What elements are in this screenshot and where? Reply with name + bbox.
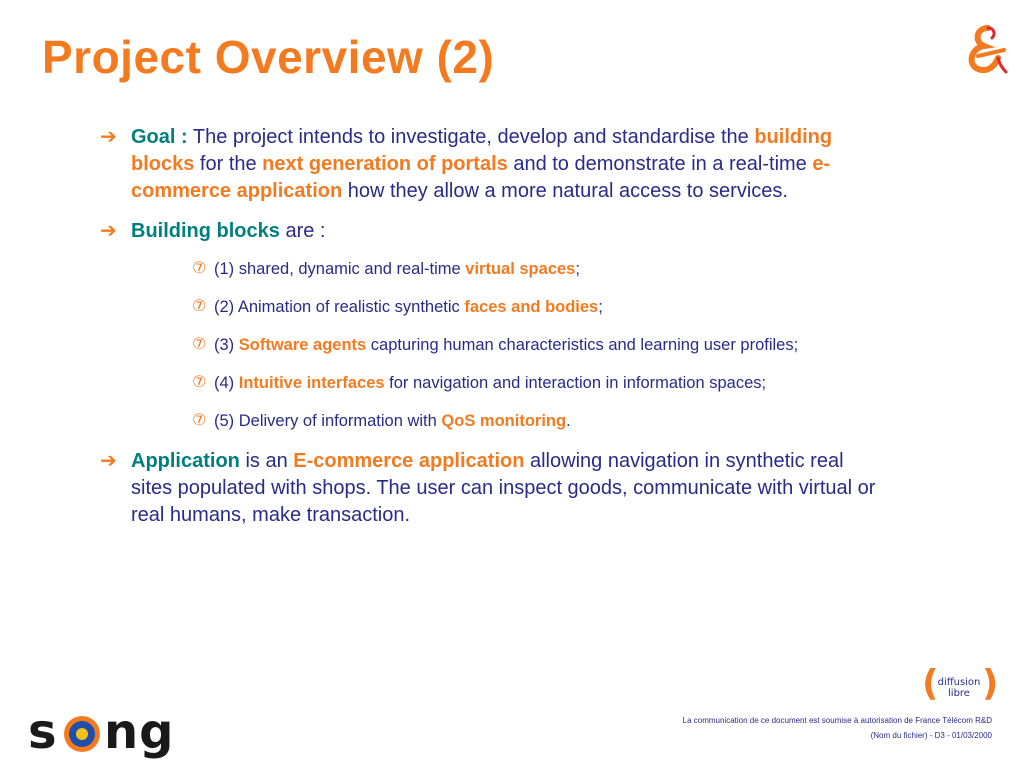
sub-text-1: (5) Delivery of information with [214, 412, 442, 430]
numbered-circle-icon: ⑦ [192, 412, 207, 429]
right-paren: ) [982, 663, 999, 704]
sub-text-1: (4) [214, 374, 239, 392]
slide-title: Project Overview (2) [42, 31, 495, 83]
sub-bullet [192, 296, 880, 318]
numbered-circle-icon: ⑦ [192, 336, 207, 353]
sub-text-2: for navigation and interaction in information spaces; [384, 374, 767, 392]
bullet-application [100, 448, 880, 529]
goal-highlight-2: next generation of portals [262, 153, 508, 175]
sub-text-2: . [566, 412, 571, 430]
sub-highlight: QoS monitoring [441, 412, 567, 430]
badge-line-2: libre [948, 688, 970, 699]
sub-text-2: ; [598, 298, 603, 316]
bullet-building-blocks [100, 218, 880, 245]
sub-bullet [192, 410, 880, 432]
goal-label: Goal : [131, 126, 188, 148]
arrow-right-icon: ➔ [100, 450, 117, 472]
goal-highlight-1: building blocks [131, 126, 833, 175]
sub-bullet [192, 334, 880, 356]
footer-line-2: (Nom du fichier) - D3 - 01/03/2000 [870, 731, 992, 740]
left-paren: ( [922, 663, 939, 704]
sub-highlight: faces and bodies [464, 298, 599, 316]
sub-highlight: virtual spaces [465, 260, 576, 278]
numbered-circle-icon: ⑦ [192, 374, 207, 391]
goal-text-3: and to demonstrate in a real-time [507, 153, 813, 175]
target-icon [64, 716, 100, 752]
goal-text-4: how they allow a more natural access to services. [342, 180, 788, 202]
song-ng: ng [104, 704, 175, 760]
badge-text [936, 677, 982, 699]
sub-bullet [192, 372, 880, 394]
bullet-goal [100, 124, 880, 205]
slide-content [100, 124, 880, 529]
goal-text-2: for the [194, 153, 263, 175]
sub-highlight: Intuitive interfaces [238, 374, 385, 392]
blocks-label: Building blocks [131, 220, 280, 242]
app-highlight: E-commerce application [293, 450, 525, 472]
france-telecom-logo [958, 20, 1008, 78]
sub-text-1: (1) shared, dynamic and real-time [214, 260, 466, 278]
sub-text-2: ; [575, 260, 580, 278]
blocks-text-1: are : [279, 220, 326, 242]
app-text-2: allowing navigation in synthetic real sites populated with shops. The user can inspect goods, communicate with virtual or real humans, make transaction. [131, 450, 876, 526]
sub-text-1: (2) Animation of realistic synthetic [214, 298, 465, 316]
sub-highlight: Software agents [238, 336, 367, 354]
song-s: s [28, 704, 58, 760]
sub-text-2: capturing human characteristics and learning user profiles; [366, 336, 799, 354]
sub-text-1: (3) [214, 336, 239, 354]
numbered-circle-icon: ⑦ [192, 298, 207, 315]
badge-line-1: diffusion [937, 677, 981, 688]
app-text-1: is an [239, 450, 294, 472]
arrow-right-icon: ➔ [100, 126, 117, 148]
sub-bullet [192, 258, 880, 280]
application-label: Application [131, 450, 240, 472]
diffusion-libre-badge [922, 663, 999, 704]
goal-highlight-3: e-commerce application [131, 153, 831, 202]
arrow-right-icon: ➔ [100, 220, 117, 242]
goal-text-1: The project intends to investigate, develop and standardise the [187, 126, 755, 148]
numbered-circle-icon: ⑦ [192, 260, 207, 277]
song-logo [28, 704, 192, 762]
footer-line-1: La communication de ce document est soumise à autorisation de France Télécom R&D [682, 716, 992, 725]
